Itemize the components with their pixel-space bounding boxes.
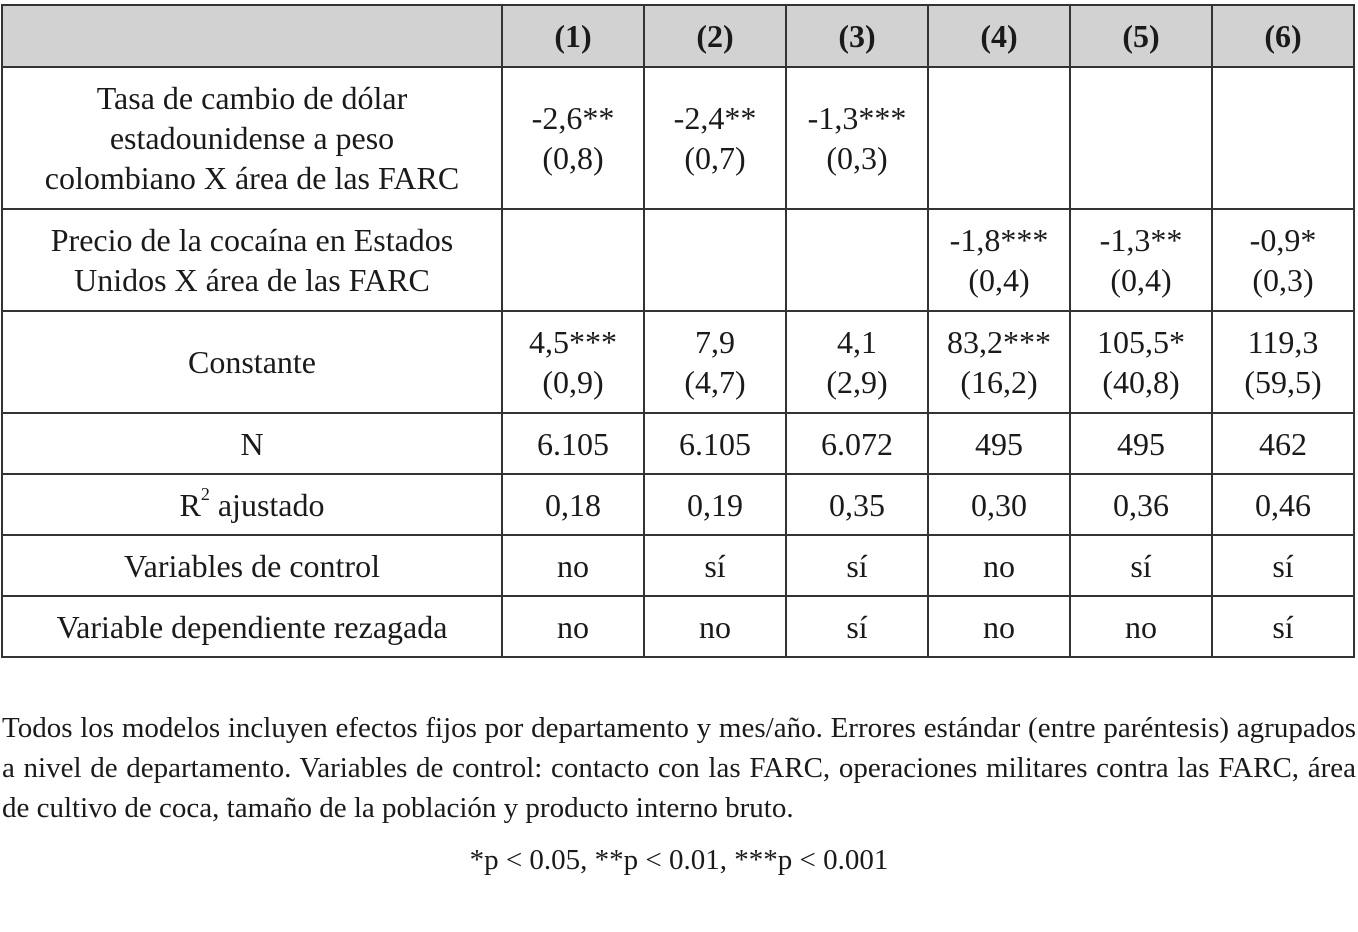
value-cell: 6.072 — [786, 413, 928, 474]
row-label — [2, 67, 502, 209]
value-cell: 0,35 — [786, 474, 928, 535]
row-label: Variable dependiente rezagada — [2, 596, 502, 657]
std-error: (40,8) — [1102, 364, 1180, 400]
row-adjusted-r2 — [2, 474, 1354, 535]
coefficient: -1,3*** — [807, 100, 907, 136]
significance-legend: *p < 0.05, **p < 0.01, ***p < 0.001 — [469, 844, 889, 876]
row-label-line: Precio de la cocaína en Estados — [50, 222, 454, 258]
coef-cell — [1070, 311, 1212, 413]
value-cell: no — [644, 596, 786, 657]
header-row — [2, 5, 1354, 67]
value-cell: sí — [1212, 596, 1354, 657]
std-error: (0,3) — [826, 140, 888, 176]
value-cell: 495 — [928, 413, 1070, 474]
coef-cell — [928, 67, 1070, 209]
row-label — [2, 209, 502, 311]
row-lagged-dependent — [2, 596, 1354, 657]
std-error: (0,8) — [542, 140, 604, 176]
coef-cell — [786, 209, 928, 311]
coefficient: 105,5* — [1097, 324, 1185, 360]
row-label-line: Constante — [188, 344, 316, 380]
row-label — [2, 474, 502, 535]
value-cell: no — [502, 596, 644, 657]
coefficient: -1,3** — [1099, 222, 1183, 258]
header-model-4: (4) — [928, 5, 1070, 67]
coef-cell — [644, 67, 786, 209]
header-model-3: (3) — [786, 5, 928, 67]
r2-rest: ajustado — [209, 486, 325, 523]
value-cell: no — [1070, 596, 1212, 657]
r2-superscript: 2 — [200, 483, 210, 504]
std-error: (16,2) — [960, 364, 1038, 400]
value-cell: no — [928, 596, 1070, 657]
std-error: (0,9) — [542, 364, 604, 400]
r2-base: R — [179, 486, 201, 523]
header-label-cell — [2, 5, 502, 67]
coefficient: 119,3 — [1247, 324, 1319, 360]
row-cocaine-price — [2, 209, 1354, 311]
value-cell: sí — [644, 535, 786, 596]
coef-cell — [502, 311, 644, 413]
row-label-line: estadounidense a peso — [109, 120, 395, 156]
header-model-6: (6) — [1212, 5, 1354, 67]
value-cell: 6.105 — [644, 413, 786, 474]
std-error: (0,4) — [968, 262, 1030, 298]
header-model-1: (1) — [502, 5, 644, 67]
header-model-5: (5) — [1070, 5, 1212, 67]
coef-cell — [1212, 209, 1354, 311]
value-cell: 495 — [1070, 413, 1212, 474]
coefficient: 83,2*** — [947, 324, 1051, 360]
coefficient: -2,6** — [531, 100, 615, 136]
coef-cell — [1212, 67, 1354, 209]
coefficient: 4,5*** — [529, 324, 617, 360]
coef-cell — [786, 67, 928, 209]
coefficient: -0,9* — [1249, 222, 1317, 258]
coef-cell — [502, 209, 644, 311]
coef-cell — [1212, 311, 1354, 413]
coef-cell — [928, 311, 1070, 413]
row-label — [2, 311, 502, 413]
std-error: (59,5) — [1244, 364, 1322, 400]
value-cell: sí — [1212, 535, 1354, 596]
coefficient: -2,4** — [673, 100, 757, 136]
value-cell: sí — [786, 596, 928, 657]
coef-cell — [786, 311, 928, 413]
std-error: (0,4) — [1110, 262, 1172, 298]
row-exchange-rate — [2, 67, 1354, 209]
row-n — [2, 413, 1354, 474]
coef-cell — [928, 209, 1070, 311]
row-label: Variables de control — [2, 535, 502, 596]
std-error: (0,3) — [1252, 262, 1314, 298]
value-cell: sí — [786, 535, 928, 596]
coef-cell — [1070, 209, 1212, 311]
std-error: (0,7) — [684, 140, 746, 176]
value-cell: 6.105 — [502, 413, 644, 474]
value-cell: 462 — [1212, 413, 1354, 474]
coefficient: -1,8*** — [949, 222, 1049, 258]
value-cell: no — [928, 535, 1070, 596]
value-cell: 0,18 — [502, 474, 644, 535]
coef-cell — [644, 311, 786, 413]
value-cell: 0,36 — [1070, 474, 1212, 535]
row-label: N — [2, 413, 502, 474]
value-cell: 0,30 — [928, 474, 1070, 535]
value-cell: no — [502, 535, 644, 596]
row-constant — [2, 311, 1354, 413]
value-cell: 0,46 — [1212, 474, 1354, 535]
coef-cell — [644, 209, 786, 311]
row-label-line: Unidos X área de las FARC — [74, 262, 430, 298]
row-label-line: Tasa de cambio de dólar — [96, 80, 408, 116]
std-error: (2,9) — [826, 364, 888, 400]
coefficient: 7,9 — [695, 324, 735, 360]
std-error: (4,7) — [684, 364, 746, 400]
value-cell: sí — [1070, 535, 1212, 596]
value-cell: 0,19 — [644, 474, 786, 535]
coef-cell — [1070, 67, 1212, 209]
coef-cell — [502, 67, 644, 209]
coefficient: 4,1 — [837, 324, 877, 360]
row-label-line: colombiano X área de las FARC — [44, 160, 460, 196]
table-note: Todos los modelos incluyen efectos fijos por departamento y mes/año. Errores estándar (entre paréntesis) agrupados a nivel de departamento. Variables de control: contacto con las FARC, operaciones militares contra las FARC, área de cultivo de coca, tamaño de la población y producto interno bruto. — [2, 712, 1356, 824]
row-control-variables — [2, 535, 1354, 596]
regression-table — [1, 4, 1355, 658]
header-model-2: (2) — [644, 5, 786, 67]
